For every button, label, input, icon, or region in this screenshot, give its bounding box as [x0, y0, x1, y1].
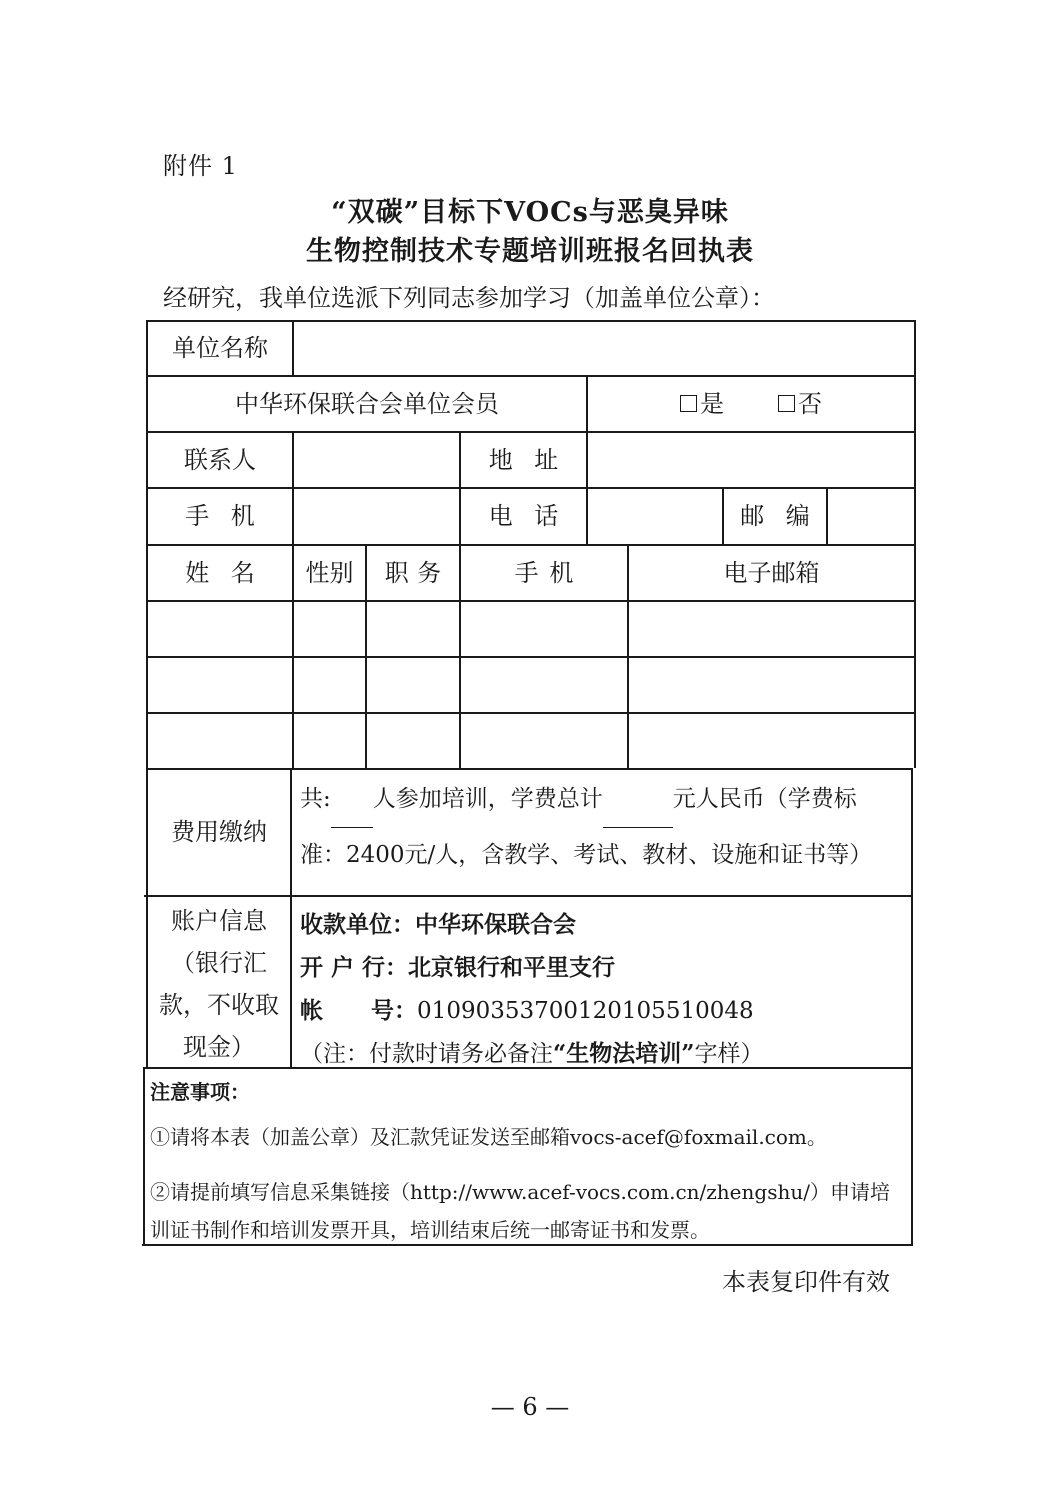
mobile-field[interactable] — [294, 489, 459, 544]
table-border — [290, 768, 292, 1068]
column-header-mobile: 手机 — [514, 558, 585, 587]
fee-label: 费用缴纳 — [171, 818, 267, 847]
member-no-option[interactable]: 否 — [778, 390, 822, 419]
phone-label: 电话 — [488, 502, 580, 531]
fee-line-2: 准：2400元/人，含教学、考试、教材、设施和证书等） — [300, 842, 873, 868]
phone-field[interactable] — [588, 489, 722, 544]
copy-valid-note: 本表复印件有效 — [722, 1268, 890, 1296]
title-line-2: 生物控制技术专题培训班报名回执表 — [306, 236, 754, 267]
column-header-email: 电子邮箱 — [723, 558, 820, 587]
postcode-label: 邮编 — [740, 502, 832, 531]
table-border — [142, 1244, 912, 1246]
member-options — [588, 377, 914, 431]
note-2-line-1: ②请提前填写信息采集链接（http://www.acef-vocs.com.cn/zhengshu/）申请培 — [150, 1180, 890, 1204]
postcode-field[interactable] — [828, 489, 914, 544]
remark-line: （注：付款时请务必备注“生物法培训”字样） — [300, 1040, 764, 1067]
page-number: — 6 — — [490, 1393, 570, 1421]
mobile-label: 手机 — [185, 502, 277, 531]
member-label: 中华环保联合会单位会员 — [235, 389, 499, 418]
table-border — [144, 895, 912, 897]
notes-title: 注意事项： — [150, 1080, 250, 1104]
column-header-gender: 性别 — [305, 558, 354, 587]
attachment-label: 附件 1 — [163, 152, 238, 180]
bank-line: 开 户 行：北京银行和平里支行 — [300, 954, 616, 981]
address-label: 地址 — [488, 445, 580, 474]
checkbox-icon[interactable] — [778, 395, 795, 412]
table-border — [143, 1067, 145, 1246]
total-fee-blank[interactable] — [603, 771, 673, 828]
column-header-position: 职务 — [384, 558, 450, 587]
note-1: ①请将本表（加盖公章）及汇款凭证发送至邮箱vocs-acef@foxmail.com。 — [150, 1125, 827, 1149]
fee-line-1: 共: 人参加培训，学费总计 元人民币（学费标 — [300, 771, 910, 828]
note-2-line-2: 训证书制作和培训发票开具，培训结束后统一邮寄证书和发票。 — [150, 1218, 710, 1242]
table-border — [911, 768, 913, 1246]
contact-field[interactable] — [294, 433, 459, 487]
contact-label: 联系人 — [184, 445, 256, 474]
participant-row[interactable] — [148, 714, 914, 768]
checkbox-icon[interactable] — [680, 395, 697, 412]
participant-count-blank[interactable] — [331, 771, 373, 828]
table-border — [914, 320, 916, 768]
intro-text: 经研究，我单位选派下列同志参加学习（加盖单位公章）： — [163, 284, 775, 312]
unit-name-label: 单位名称 — [172, 334, 268, 363]
participant-row[interactable] — [148, 658, 914, 712]
payee-line: 收款单位：中华环保联合会 — [300, 911, 576, 938]
title-line-1: “双碳”目标下VOCs与恶臭异味 — [331, 197, 729, 228]
member-yes-option[interactable]: 是 — [680, 390, 724, 419]
unit-name-field[interactable] — [294, 322, 914, 375]
participant-row[interactable] — [148, 602, 914, 656]
address-field[interactable] — [588, 433, 914, 487]
account-number-line: 帐 号：01090353700120105510048 — [300, 997, 754, 1024]
column-header-name: 姓名 — [185, 558, 277, 587]
account-label: 账户信息 （银行汇 款，不收取 现金） — [159, 907, 279, 1061]
